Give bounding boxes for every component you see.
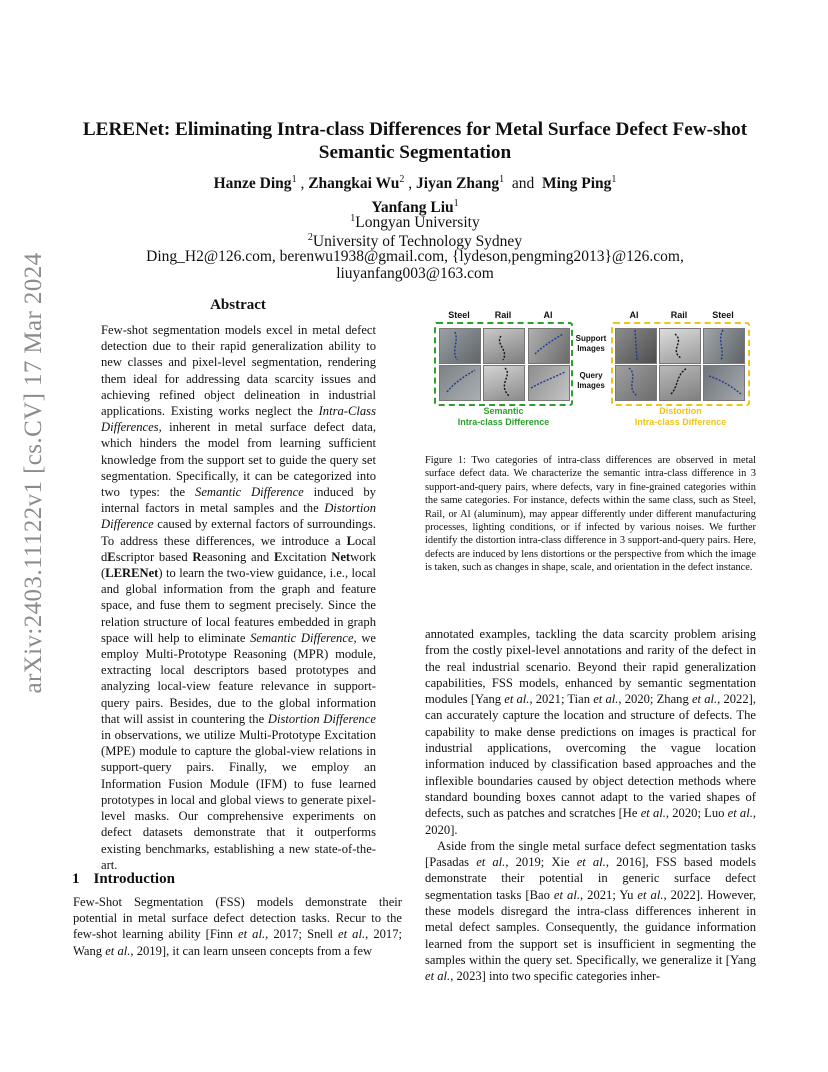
et-al: et al. [691,692,718,707]
abstract-bold: E [107,549,116,564]
author-name: Ming Ping [542,175,612,193]
query-images-label: Query Images [577,371,605,390]
abstract-text: work ( [101,549,377,581]
body-text: , 2022]. However, these models disregard the intra-class differences inherent in metal defect samples. Consequently, the guidance information learned from the support set is insufficient in segmenting the samples within the query set. Specifically, we generalize it [Yang [425,887,756,967]
arxiv-stamp-text: arXiv:2403.11122v1 [cs.CV] 17 Mar 2024 [20,252,47,694]
emails-line-1: Ding_H2@126.com, berenwu1938@gmail.com, {lydeson,pengming2013}@126.com, [146,248,684,265]
body-text: , 2019; Xie [505,855,577,870]
defect-mask-outline [504,368,509,396]
defect-mask-outline [531,372,565,388]
abstract-bold: L [346,533,356,548]
defect-mask-outline [629,368,637,396]
author-list: Hanze Ding$^1$ , Zhangkai Wu$^2$ , Jiyan Zhang$^1$ and Ming Ping$^1$ Yanfang Liu$^1$ [213,174,617,217]
author-affil-marker: 1 [499,174,505,185]
body-text: , 2019], it can learn unseen concepts from a few [130,943,373,958]
body-text: , 2021; Yu [579,887,638,902]
arxiv-stamp [0,0,60,1072]
body-text: , 2023] into two specific categories inher- [450,969,661,984]
body-text: , 2021; Tian [529,692,594,707]
body-text: , 2020; Luo [665,806,728,821]
abstract-text: xcitation [282,549,332,564]
group-label-line: Semantic [483,406,524,416]
abstract-text: , we employ Multi-Prototype Reasoning (MPR) module, extracting local descriptors based prototypes and analyzing local-view feature relevance in support-query pairs. Besides, due to the global information that will assist in countering the [101,630,377,726]
et-al: et al. [425,969,451,984]
body-text: , 2017; Wang [73,927,402,958]
author-conjunction: and [511,175,535,193]
abstract-text: ) to learn the two-view guidance, i.e., local and global information from the graph and feature space, and fuse them to segment precisely. Since the relation structure of local features embedded in graph space will help to eliminate [101,566,376,645]
abstract-text: easoning and [201,549,274,564]
abstract-text: induced by internal factors in metal samples and the [101,485,376,516]
abstract-text: scriptor based [115,549,193,564]
section-heading [72,871,175,888]
abstract-emphasis: Semantic Difference [250,630,354,645]
figure-column-label: Rail [494,310,512,320]
author-affil-marker: 1 [453,198,459,210]
author-name: Yanfang Liu [371,199,454,217]
abstract-emphasis: Distortion Difference [267,711,376,726]
et-al: et al. [504,692,530,707]
figure-column-label: Al [543,310,553,320]
author-name: Zhangkai Wu [308,175,400,193]
et-al: et al. [338,927,366,942]
abstract-bold: E [273,549,283,564]
right-column-body [425,626,756,985]
affil-name: Longyan University [355,214,480,232]
support-images-label: Support Images [575,334,607,353]
abstract-bold: Net [331,549,351,564]
figure-column-label: Steel [448,310,470,320]
figure-caption: Figure 1: Two categories of intra-class differences are observed in metal surface defect data. We characterize the semantic intra-class difference in 3 support-and-query pairs, where defects, vary in fine-grained categories within the same categories. For instance, defects within the same class, such as Steel, Rail, or Al (aluminum), may appear differently under different manufacturing processes, lighting conditions, or if infected by various noises. We further identify the distortion intra-class difference in 3 support-and-query pairs. Here, defects are induced by lens distortions or the perspective from which the image is taken, such as changes in shape, scale, and orientation in the defect instance. [425,455,756,574]
defect-mask-outline [709,376,741,394]
defect-mask-outline [671,368,687,394]
et-al: et al. [637,887,664,902]
abstract-text: Few-shot segmentation models excel in metal defect detection due to their rapid generalization ability to new classes and pixel-level segmentation, rendering them ideal for addressing data scarcity issues and achieving refined object delineation in industrial applications. Existing works neglect the [101,323,376,419]
abstract-emphasis: Semantic Difference [195,485,304,500]
body-text: , 2020; Zhang [618,692,692,707]
defect-mask-outline [675,334,681,358]
section-number: 1 [72,871,80,887]
body-text: , 2020]. [425,806,757,837]
et-al: et al. [593,692,619,707]
abstract-body [101,322,376,873]
author-affil-marker: 2 [399,174,405,185]
defect-mask-outline [499,336,504,360]
body-text: annotated examples, tackling the data scarcity problem arising from the costly pixel-level annotations and rarity of the defect in the real industrial scenario. Beyond their rapid generalization capabilities, FSS models, enhanced by semantic segmentation modules [Yang [425,627,756,707]
body-text: Few-Shot Segmentation (FSS) models demonstrate their potential in metal surface defect detection tasks. Recur to the few-shot learning ability [Finn [73,895,402,942]
defect-mask-outline [721,330,723,360]
et-al: et al. [105,943,131,958]
abstract-text: ocal d [101,533,376,564]
affil-name: University of Technology Sydney [312,233,523,251]
et-al: et al. [553,887,580,902]
defect-mask-outline [635,330,637,360]
body-paragraph [425,626,756,838]
group-label-line: Intra-class Difference [457,417,550,427]
abstract-text: , inherent in metal surface defect data, which hinders the model from learning sufficient knowledge from the support set to guide the query set segmentation. Specifically, it can be categorized into two types: the [101,420,376,500]
intro-paragraph [73,894,402,959]
figure-column-label: Al [629,310,639,320]
affil-marker: 1 [350,213,356,224]
et-al: et al. [238,927,266,942]
et-al: et al. [727,806,753,821]
distortion-group-label [611,406,750,428]
body-paragraph [425,838,756,985]
section-title: Introduction [93,871,175,887]
author-name: Jiyan Zhang [416,175,500,193]
group-label-line: Distortion [659,406,702,416]
et-al: et al. [576,855,606,870]
semantic-group-label [434,406,573,428]
defect-mask-outline [455,332,457,360]
body-text: , 2022], can accurately capture the location and structure of defects. The capability to make dense predictions on images is practical for industrial applications, overcoming the vague location information induced by classification based approaches and the inflexible boundaries caused by object detection methods where standard bounding boxes cannot adapt to the varied shapes of defects, such as patches and scratches [He [425,692,756,821]
figure-1 [425,306,756,436]
defect-mask-outline [447,370,475,392]
author-name: Hanze Ding [213,175,292,193]
abstract-bold: R [192,549,202,564]
defect-mask-outline [535,334,563,354]
abstract-emphasis: Intra-Class Differences [101,404,376,435]
group-label-line: Intra-class Difference [634,417,727,427]
abstract-text: in observations, we utilize Multi-Prototype Excitation (MPE) module to capture the global-view relations in support-query pairs. Finally, we employ an Information Fusion Module (IFM) to fuse learned prototypes in local and global views to generate pixel-level masks. Our comprehensive experiments on defect datasets demonstrate that it outperforms existing benchmarks, establishing a new state-of-the-art. [101,728,376,872]
abstract-emphasis: Distortion Difference [101,501,376,532]
figure-column-label: Steel [712,310,734,320]
et-al: et al. [640,806,666,821]
abstract-heading: Abstract [210,297,266,313]
body-text: Aside from the single metal surface defect segmentation tasks [Pasadas [425,838,756,870]
body-text: , 2017; Snell [265,927,339,942]
emails-line-2: liuyanfang003@163.com [336,265,494,282]
author-affil-marker: 1 [291,174,297,185]
paper-title: LERENet: Eliminating Intra-class Differences for Metal Surface Defect Few-shot Semantic Segmentation [82,119,748,163]
abstract-bold: LERENet [105,566,159,581]
body-text: , 2016], FSS based models demonstrate their potential in generic surface defect segmentation tasks [Bao [425,855,757,902]
et-al: et al. [476,855,506,870]
abstract-text: caused by external factors of surroundings. To address these differences, we introduce a [101,517,376,548]
author-affil-marker: 1 [611,174,617,185]
affil-marker: 2 [307,232,313,243]
figure-column-label: Rail [670,310,688,320]
